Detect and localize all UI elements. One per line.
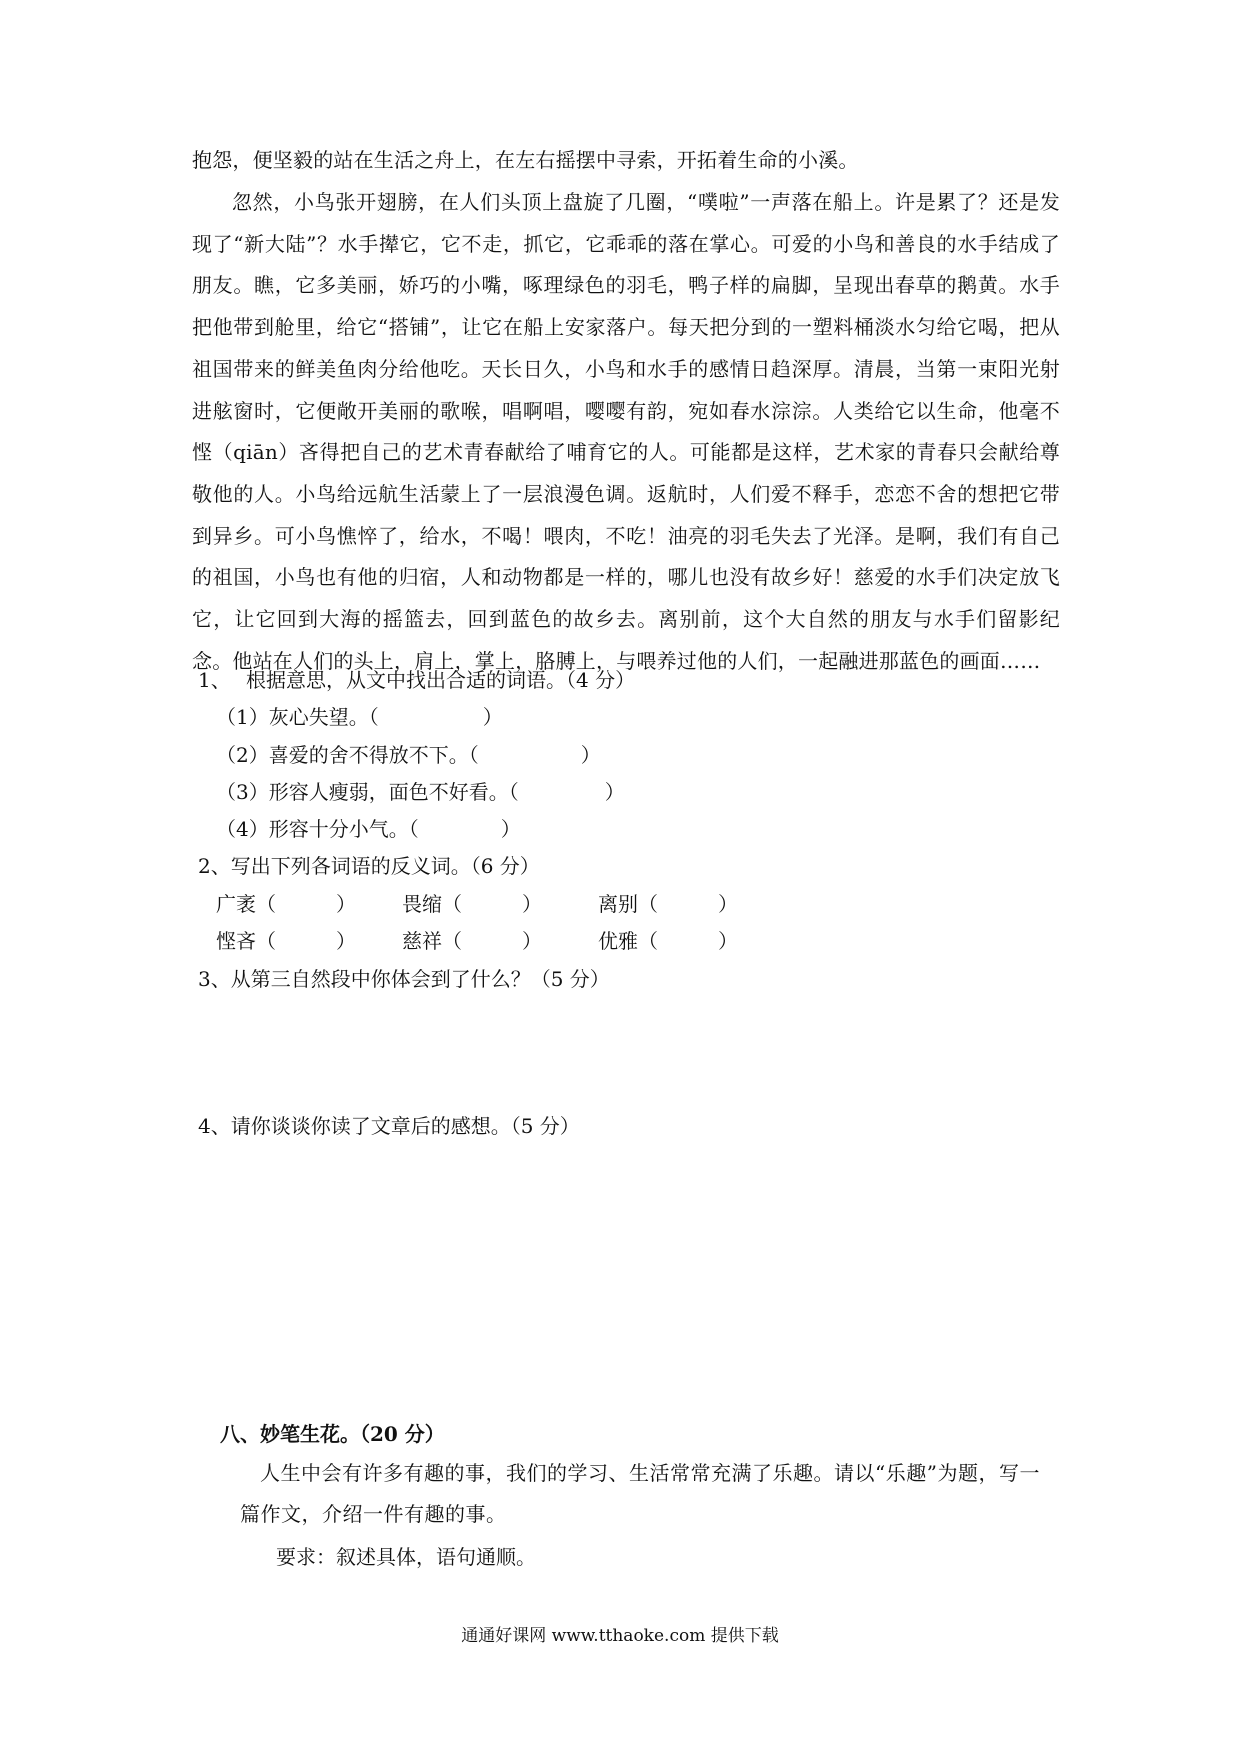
question-1-item-1 (216, 703, 503, 731)
antonym-word: 广袤（ (216, 892, 276, 916)
antonym-word: 离别（ (598, 892, 658, 916)
question-1-item-2-label: （2）喜爱的舍不得放不下。（ (216, 743, 479, 767)
question-4-answer-area[interactable] (198, 1150, 1058, 1390)
question-1-item-2 (216, 741, 601, 769)
close-paren: ） (522, 892, 542, 916)
close-paren: ） (718, 929, 738, 953)
question-1-item-1-label: （1）灰心失望。（ (216, 705, 379, 729)
question-1-number: 1、 (198, 668, 231, 692)
question-1-item-3 (216, 778, 625, 806)
passage-paragraph-1: 抱怨，便坚毅的站在生活之舟上，在左右摇摆中寻索，开拓着生命的小溪。 (192, 148, 859, 172)
question-1-item-3-label: （3）形容人瘦弱，面色不好看。（ (216, 780, 519, 804)
question-4-text: 4、请你谈谈你读了文章后的感想。（5 分） (198, 1114, 580, 1138)
section-8-title: 八、妙笔生花。（20 分） (220, 1422, 445, 1446)
antonym-word: 优雅（ (598, 929, 658, 953)
antonym-word: 慈祥（ (402, 929, 462, 953)
close-paren: ） (336, 929, 356, 953)
antonym-word: 悭吝（ (216, 929, 276, 953)
close-paren: ） (522, 929, 542, 953)
question-2-text: 2、写出下列各词语的反义词。（6 分） (198, 854, 540, 878)
page-footer: 通通好课网 www.tthaoke.com 提供下载 (461, 1626, 779, 1646)
section-8-prompt: 人生中会有许多有趣的事，我们的学习、生活常常充满了乐趣。请以“乐趣”为题，写一篇作文，介绍一件有趣的事。 (240, 1461, 1040, 1526)
close-paren: ） (500, 817, 521, 841)
question-3-text: 3、从第三自然段中你体会到了什么？（5 分） (198, 967, 610, 991)
question-3-answer-area[interactable] (198, 1000, 1058, 1100)
question-1-item-4-label: （4）形容十分小气。（ (216, 817, 419, 841)
section-8-requirement: 要求：叙述具体，语句通顺。 (276, 1545, 536, 1569)
passage-paragraph-2: 忽然，小鸟张开翅膀，在人们头顶上盘旋了几圈，“噗啦”一声落在船上。许是累了？还是发现了“新大陆”？水手撵它，它不走，抓它，它乖乖的落在掌心。可爱的小鸟和善良的水手结成了朋友。瞧，它多美丽，娇巧的小嘴，啄理绿色的羽毛，鸭子样的扁脚，呈现出春草的鹅黄。水手把他带到舱里，给它“搭铺”，让它在船上安家落户。每天把分到的一塑料桶淡水匀给它喝，把从祖国带来的鲜美鱼肉分给他吃。天长日久，小鸟和水手的感情日趋深厚。清晨，当第一束阳光射进舷窗时，它便敞开美丽的歌喉，唱啊唱，嘤嘤有韵，宛如春水淙淙。人类给它以生命，他毫不悭（qiān）吝得把自己的艺术青春献给了哺育它的人。可能都是这样，艺术家的青春只会献给尊敬他的人。小鸟给远航生活蒙上了一层浪漫色调。返航时，人们爱不释手，恋恋不舍的想把它带到异乡。可小鸟憔悴了，给水，不喝！喂肉，不吃！油亮的羽毛失去了光泽。是啊，我们有自己的祖国，小鸟也有他的归宿，人和动物都是一样的，哪儿也没有故乡好！慈爱的水手们决定放飞它，让它回到大海的摇篮去，回到蓝色的故乡去。离别前，这个大自然的朋友与水手们留影纪念。他站在人们的头上，肩上，掌上，胳膊上，与喂养过他的人们，一起融进那蓝色的画面…… (192, 190, 1060, 673)
question-1-item-4 (216, 815, 521, 843)
close-paren: ） (482, 705, 503, 729)
close-paren: ） (718, 892, 738, 916)
close-paren: ） (336, 892, 356, 916)
question-1-text: 根据意思，从文中找出合适的词语。（4 分） (246, 668, 636, 692)
close-paren: ） (604, 780, 625, 804)
close-paren: ） (580, 743, 601, 767)
antonym-word: 畏缩（ (402, 892, 462, 916)
